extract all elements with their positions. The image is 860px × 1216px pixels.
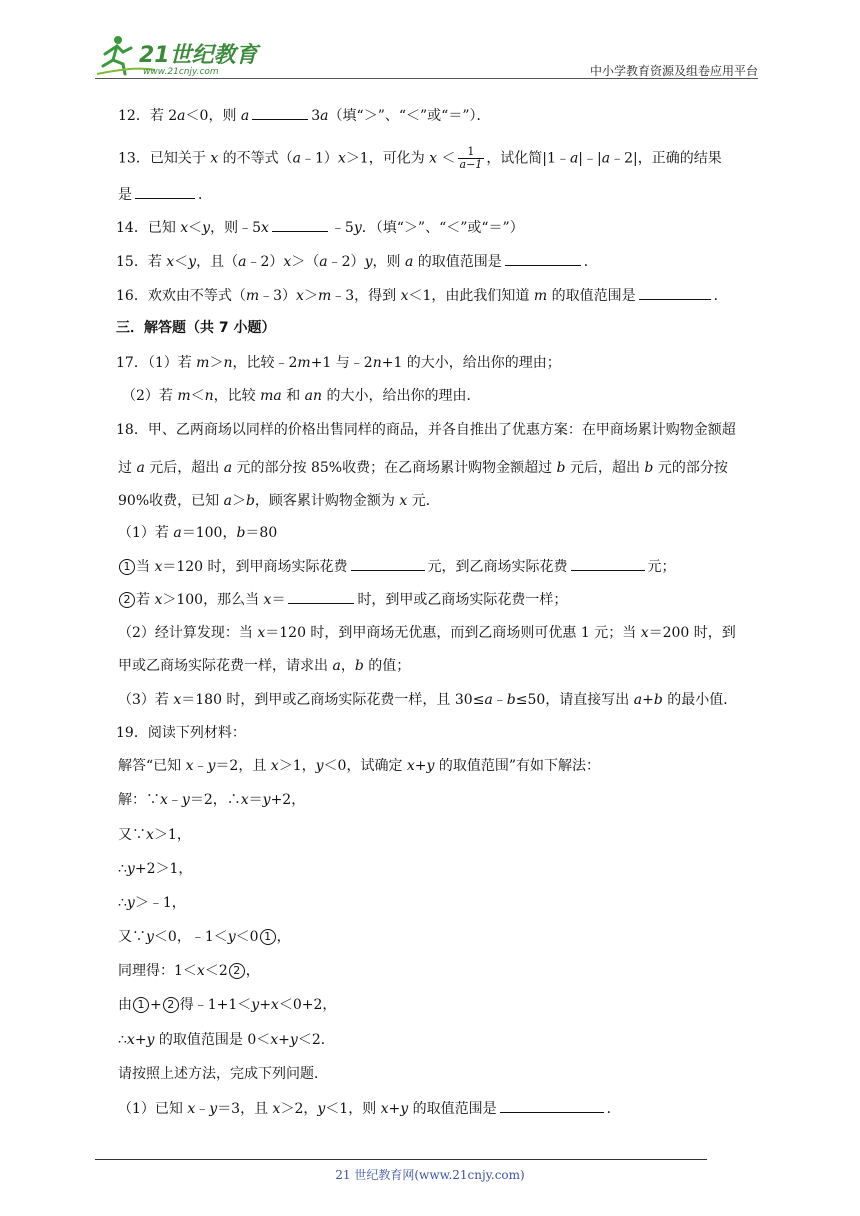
answer-blank[interactable]: [500, 1098, 604, 1113]
answer-blank[interactable]: [135, 184, 195, 199]
question-16: 16．欢欢由不等式（m﹣3）x＞m﹣3，得到 x＜1，由此我们知道 m 的取值范围是 ．: [116, 285, 728, 305]
platform-name: 中小学教育资源及组卷应用平台: [589, 64, 758, 78]
question-18-step1: 1 当 x＝120 时，到甲商场实际花费 元，到乙商场实际花费 元；: [118, 556, 676, 576]
page-header: [95, 34, 758, 78]
q19-line8: 同理得：1＜x＜2 2 ，: [118, 963, 260, 979]
q19-line10: ∴x+y 的取值范围是 0＜x+y＜2．: [118, 1032, 335, 1048]
question-18-part3: （3）若 x＝180 时，到甲或乙商场实际花费一样，且 30≤a﹣b≤50，请直接写出 a+b 的最小值．: [118, 692, 738, 708]
answer-blank[interactable]: [505, 251, 581, 266]
question-15: 15．若 x＜y，且（a﹣2）x＞（a﹣2）y，则 a 的取值范围是 ．: [116, 251, 598, 271]
q19-line6: ∴y＞﹣1，: [118, 895, 186, 911]
svg-text:21世纪教育: 21世纪教育: [139, 43, 258, 68]
question-18-step2: 2 若 x＞100，那么当 x＝ 时，到甲或乙商场实际花费一样；: [118, 589, 567, 609]
footer-divider: [95, 1159, 707, 1160]
answer-blank[interactable]: [639, 285, 711, 300]
q19-line4: 又∵x＞1，: [118, 827, 191, 843]
q19-line2: 解答“已知 x﹣y＝2，且 x＞1，y＜0，试确定 x+y 的取值范围”有如下解法：: [118, 758, 601, 774]
answer-blank[interactable]: [252, 105, 308, 120]
question-18-line3: 90%收费，已知 a＞b，顾客累计购物金额为 x 元．: [118, 493, 440, 509]
answer-blank[interactable]: [571, 556, 645, 571]
site-logo: [95, 34, 265, 78]
q19-part1: （1）已知 x﹣y＝3，且 x＞2，y＜1，则 x+y 的取值范围是 ．: [118, 1098, 621, 1118]
answer-blank[interactable]: [272, 217, 328, 232]
question-12: 12．若 2a＜0，则 a 3a（填“＞”、“＜”或“＝”）．: [118, 105, 490, 125]
answer-blank[interactable]: [288, 589, 354, 604]
svg-text:www.21cnjy.com: www.21cnjy.com: [143, 67, 219, 77]
q19-line5: ∴y+2＞1，: [118, 861, 193, 877]
q19-line7: 又∵y＜0，﹣1＜y＜0 1 ，: [118, 929, 291, 945]
question-17: 17．（1）若 m＞n，比较﹣2m+1 与﹣2n+1 的大小，给出你的理由；: [116, 355, 561, 371]
question-18-part2: （2）经计算发现：当 x＝120 时，到甲商场无优惠，而到乙商场则可优惠 1 元；当 x＝200 时，到: [118, 625, 736, 641]
question-18-line2: 过 a 元后，超出 a 元的部分按 85%收费；在乙商场累计购物金额超过 b 元后，超出 b 元的部分按: [118, 460, 728, 476]
question-18-part1: （1）若 a＝100，b＝80: [118, 525, 278, 541]
header-divider: [95, 78, 758, 79]
answer-blank[interactable]: [351, 556, 425, 571]
question-13-line2: 是 ．: [118, 184, 212, 204]
q19-line9: 由 1 + 2 得﹣1+1＜y+x＜0+2，: [118, 997, 337, 1013]
fraction: $\frac{1}{a-1}$: [459, 145, 483, 171]
question-14: 14．已知 x＜y，则﹣5x ﹣5y．（填“＞”、“＜”或“＝”）: [116, 217, 524, 237]
section-heading: 三．解答题（共 7 小题）: [116, 320, 276, 336]
q19-line11: 请按照上述方法，完成下列问题．: [118, 1066, 328, 1082]
question-18-part2-line2: 甲或乙商场实际花费一样，请求出 a，b 的值；: [118, 658, 411, 674]
question-18: 18．甲、乙两商场以同样的价格出售同样的商品，并各自推出了优惠方案：在甲商场累计购物金额超: [116, 422, 736, 438]
question-19: 19．阅读下列材料：: [116, 725, 246, 741]
question-17-part2: （2）若 m＜n，比较 ma 和 an 的大小，给出你的理由．: [122, 388, 481, 404]
q19-line3: 解：∵x﹣y＝2，∴x＝y+2，: [118, 792, 306, 808]
page-footer: 21 世纪教育网(www.21cnjy.com): [335, 1168, 525, 1182]
question-13: 13．已知关于 x 的不等式（a﹣1）x＞1，可化为 x ＜ $\frac{1}{a-1}$ ，试化简|1﹣a|﹣|a﹣2|，正确的结果: [118, 145, 722, 171]
